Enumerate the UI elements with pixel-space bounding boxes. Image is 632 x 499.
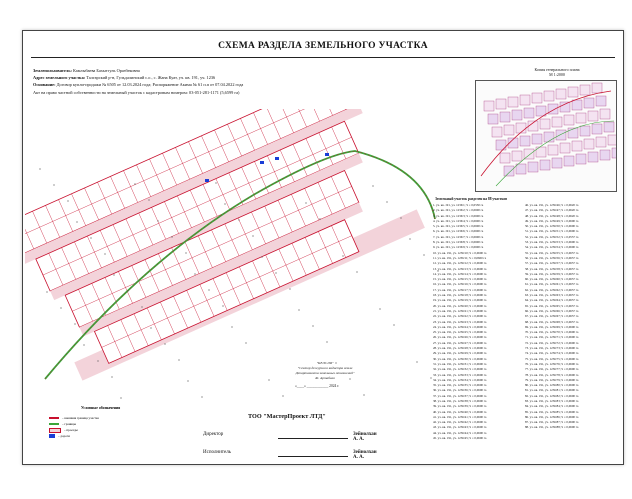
address-row [33, 74, 433, 81]
marker [205, 179, 209, 182]
survey-point [201, 396, 202, 397]
parcel-row: 56. уч. кв. 191, уч. 1236/56; S = 0,0657 га [525, 255, 579, 260]
survey-point [178, 359, 179, 360]
inset-plot [500, 153, 510, 163]
legend-text: – границы [62, 422, 76, 426]
approval-date: «____» ____________ 2024 г. [295, 384, 340, 388]
parcel-row: 88. уч. кв. 191, уч. 1236/88; S = 0,0600 га [525, 425, 579, 430]
inset-plot [592, 124, 602, 134]
parcel-row: 11. уч. кв. 191, уч. 1236/11; S = 0,0600 га [433, 255, 487, 260]
parcel-column-2 [525, 203, 615, 431]
survey-point [275, 272, 276, 273]
parcel-row: 9. уч. кв. 191, уч. 1236/9; S = 0,0600 га [433, 245, 484, 250]
parcel-row: 29. уч. кв. 191, уч. 1236/29; S = 0,0600 га [433, 351, 487, 356]
survey-point [67, 200, 68, 201]
inset-plot [528, 162, 538, 172]
executor-name: Зейнолхан А. А. [353, 450, 377, 460]
survey-point [76, 221, 77, 222]
parcel-row: 75. уч. кв. 191, уч. 1236/75; S = 0,0600 га [525, 356, 579, 361]
parcel-row: 66. уч. кв. 191, уч. 1236/66; S = 0,0657 га [525, 308, 579, 313]
inset-plot [548, 104, 558, 114]
parcel-row: 2. уч. кв. 191, уч. 1236/2; S = 0,0600 га [433, 208, 484, 213]
survey-point [342, 255, 343, 256]
parcel-row: 42. уч. кв. 191, уч. 1236/42; S = 0,0600 га [433, 420, 487, 425]
survey-point [185, 252, 186, 253]
survey-point [386, 201, 387, 202]
parcel-row: 47. уч. кв. 191, уч. 1236/47; S = 0,0620 га [525, 208, 579, 213]
parcel-row: 1. уч. кв. 191, уч. 1236/1; S = 0,0530 га [433, 203, 484, 207]
inset-plot [532, 134, 542, 144]
inset-plot [548, 145, 558, 155]
survey-point [127, 290, 128, 291]
survey-point [74, 323, 75, 324]
marker [275, 157, 279, 160]
inset-plot [520, 136, 530, 146]
survey-point [245, 342, 246, 343]
parcel-row: 13. уч. кв. 191, уч. 1236/13; S = 0,0600 га [433, 266, 487, 271]
inset-plot [552, 117, 562, 127]
owner-name: Камлыбаева Бахытгуль Оразбековна [72, 68, 140, 73]
legend-text: – проезды [64, 428, 78, 432]
parcel-row: 18. уч. кв. 191, уч. 1236/18; S = 0,0600 га [433, 293, 487, 298]
parcel-row: 40. уч. кв. 191, уч. 1236/40; S = 0,0600 га [433, 409, 487, 414]
survey-point [83, 344, 84, 345]
survey-point [194, 273, 195, 274]
survey-point [97, 360, 98, 361]
parcel-row: 72. уч. кв. 191, уч. 1236/72; S = 0,0600 га [525, 340, 579, 345]
parcel-row: 53. уч. кв. 191, уч. 1236/53; S = 0,0600 га [525, 240, 579, 245]
parcel-row: 23. уч. кв. 191, уч. 1236/23; S = 0,0600 га [433, 319, 487, 324]
inset-plot [552, 158, 562, 168]
survey-point [113, 274, 114, 275]
survey-point [356, 271, 357, 272]
survey-point [164, 343, 165, 344]
parcel-row: 49. уч. кв. 191, уч. 1236/49; S = 0,0600 га [525, 218, 579, 223]
act-row [33, 89, 433, 96]
inset-plot [556, 89, 566, 99]
survey-point [104, 253, 105, 254]
parcel-row: 45. уч. кв. 191, уч. 1236/45; S = 0,0600 га [433, 436, 487, 441]
survey-point [268, 379, 269, 380]
parcel-row: 14. уч. кв. 191, уч. 1236/14; S = 0,0600 га [433, 271, 487, 276]
parcel-row: 22. уч. кв. 191, уч. 1236/22; S = 0,0600 га [433, 314, 487, 319]
survey-point [148, 199, 149, 200]
director-signature-row [203, 432, 377, 442]
stamp-line-3: Департамента земельных отношений" [295, 371, 355, 375]
parcel-row: 15. уч. кв. 191, уч. 1236/15; S = 0,0600 га [433, 277, 487, 282]
parcel-row: 67. уч. кв. 191, уч. 1236/67; S = 0,0657 га [525, 314, 579, 319]
table-title: Земельный участок разделен на 88 участков [435, 197, 508, 201]
approval-stamp [295, 361, 355, 381]
inset-plot [524, 108, 534, 118]
address-value: Талгарский р-н, Гульдалинский с.о., с. Жана Куат, уч. кв. 191, уч. 1236 [86, 75, 216, 81]
survey-point [215, 182, 216, 183]
parcel-row: 31. уч. кв. 191, уч. 1236/31; S = 0,0600 га [433, 361, 487, 366]
inset-plot [564, 115, 574, 125]
survey-point [319, 218, 320, 219]
inset-plot [576, 113, 586, 123]
inset-plot [568, 128, 578, 138]
legend-swatch-boundary [49, 417, 59, 419]
executor-signature-row [203, 450, 377, 460]
survey-point [430, 377, 431, 378]
survey-point [39, 168, 40, 169]
inset-plot [612, 148, 617, 158]
inset-plot [544, 91, 554, 101]
inset-scale: М 1:2000 [549, 72, 565, 77]
survey-point [282, 395, 283, 396]
parcel-row: 35. уч. кв. 191, уч. 1236/35; S = 0,0600 га [433, 383, 487, 388]
parcel-row: 57. уч. кв. 191, уч. 1236/57; S = 0,0657 га [525, 261, 579, 266]
parcel-row: 86. уч. кв. 191, уч. 1236/86; S = 0,0600 га [525, 414, 579, 419]
survey-point [298, 309, 299, 310]
basis-value: Договор купли-продажи № 6505 от 12.03.2024 года; Распоряжение Акима № 61 п.п от 07.04.2022 года [56, 82, 244, 88]
inset-plot [560, 143, 570, 153]
survey-point [208, 289, 209, 290]
drawing-sheet [22, 30, 624, 465]
parcel-row: 16. уч. кв. 191, уч. 1236/16; S = 0,0600 га [433, 282, 487, 287]
parcel-row: 43. уч. кв. 191, уч. 1236/43; S = 0,0600 га [433, 425, 487, 430]
survey-point [157, 220, 158, 221]
survey-point [289, 288, 290, 289]
parcel-column-1 [433, 203, 523, 441]
organization-name: ТОО "МастерПроект ЛТД" [248, 413, 326, 420]
parcel-row: 26. уч. кв. 191, уч. 1236/26; S = 0,0600 га [433, 335, 487, 340]
parcel-row: 60. уч. кв. 191, уч. 1236/60; S = 0,0657 га [525, 277, 579, 282]
parcel-row: 69. уч. кв. 191, уч. 1236/69; S = 0,0600 га [525, 324, 579, 329]
basis-row [33, 81, 433, 88]
parcel-row: 6. уч. кв. 191, уч. 1236/6; S = 0,0600 га [433, 229, 484, 234]
inset-plot [580, 126, 590, 136]
marker [325, 153, 329, 156]
inset-plot [580, 85, 590, 95]
inset-plot [504, 125, 514, 135]
executor-label: Исполнитель [203, 450, 231, 455]
parcel-row: 8. уч. кв. 191, уч. 1236/8; S = 0,0600 га [433, 240, 484, 245]
survey-point [60, 307, 61, 308]
parcel-row: 10. уч. кв. 191, уч. 1236/10; S = 0,0600 га [433, 250, 487, 255]
stamp-line-4: Ж. Артабаев [315, 376, 335, 380]
director-name: Зейнолхан А. А. [353, 432, 377, 442]
inset-plot [516, 123, 526, 133]
parcel-row: 62. уч. кв. 191, уч. 1236/62; S = 0,0657 га [525, 287, 579, 292]
owner-label: Землепользователь: [33, 68, 72, 73]
parcel-row: 4. уч. кв. 191, уч. 1236/4; S = 0,0600 га [433, 218, 484, 223]
survey-point [416, 361, 417, 362]
survey-point [393, 324, 394, 325]
parcel-row: 76. уч. кв. 191, уч. 1236/76; S = 0,0600 га [525, 361, 579, 366]
parcel-row: 37. уч. кв. 191, уч. 1236/37; S = 0,0600 га [433, 393, 487, 398]
title-block [203, 413, 433, 473]
legend-swatch-road [49, 434, 55, 438]
parcel-row: 3. уч. кв. 191, уч. 1236/3; S = 0,0600 га [433, 213, 484, 218]
parcel-row: 83. уч. кв. 191, уч. 1236/83; S = 0,0600 га [525, 398, 579, 403]
inset-plot [600, 109, 610, 119]
parcel-row: 81. уч. кв. 191, уч. 1236/81; S = 0,0600 га [525, 388, 579, 393]
parcel-row: 82. уч. кв. 191, уч. 1236/82; S = 0,0600 га [525, 393, 579, 398]
title-bar [31, 35, 615, 58]
inset-plot [484, 101, 494, 111]
survey-point [134, 183, 135, 184]
parcel-row: 46. уч. кв. 191, уч. 1236/46; S = 0,0620 га [525, 203, 579, 207]
parcel-row: 36. уч. кв. 191, уч. 1236/36; S = 0,0600 га [433, 388, 487, 393]
survey-point [261, 256, 262, 257]
inset-plot [596, 96, 606, 106]
inset-plot [536, 106, 546, 116]
parcel-row: 74. уч. кв. 191, уч. 1236/74; S = 0,0600 га [525, 351, 579, 356]
director-label: Директор [203, 432, 224, 437]
parcel-row: 21. уч. кв. 191, уч. 1236/21; S = 0,0600 га [433, 308, 487, 313]
inset-plot [596, 137, 606, 147]
survey-point [90, 237, 91, 238]
parcel-row: 77. уч. кв. 191, уч. 1236/77; S = 0,0600 га [525, 367, 579, 372]
parcel-row: 84. уч. кв. 191, уч. 1236/84; S = 0,0600 га [525, 404, 579, 409]
survey-point [238, 219, 239, 220]
survey-point [312, 325, 313, 326]
parcel-row: 51. уч. кв. 191, уч. 1236/51; S = 0,0600 га [525, 229, 579, 234]
general-plan-inset [475, 80, 617, 192]
parcel-row: 71. уч. кв. 191, уч. 1236/71; S = 0,0600 га [525, 335, 579, 340]
survey-point [400, 217, 401, 218]
survey-point [150, 327, 151, 328]
parcel-row: 70. уч. кв. 191, уч. 1236/70; S = 0,0600 га [525, 330, 579, 335]
inset-plot [600, 150, 610, 160]
parcel-row: 19. уч. кв. 191, уч. 1236/19; S = 0,0600 га [433, 298, 487, 303]
executor-signature-line [278, 456, 348, 457]
inset-plot [568, 87, 578, 97]
survey-point [305, 202, 306, 203]
inset-plot [608, 135, 617, 145]
parcel-row: 78. уч. кв. 191, уч. 1236/78; S = 0,0600 га [525, 372, 579, 377]
act-value: Акт на право частной собственности на земельный участок с кадастровым номером: 03-051-281-1171 (5,6599 га) [33, 89, 240, 95]
survey-point [231, 326, 232, 327]
inset-plot [520, 95, 530, 105]
parcel-row: 61. уч. кв. 191, уч. 1236/61; S = 0,0657 га [525, 282, 579, 287]
survey-point [171, 236, 172, 237]
survey-point [141, 306, 142, 307]
inset-plot [540, 160, 550, 170]
parcel-row: 48. уч. кв. 191, уч. 1236/48; S = 0,0620 га [525, 213, 579, 218]
survey-point [187, 380, 188, 381]
survey-point [409, 238, 410, 239]
inset-plot [604, 122, 614, 132]
inset-plot [532, 93, 542, 103]
inset-plot [496, 99, 506, 109]
parcel-row: 87. уч. кв. 191, уч. 1236/87; S = 0,0600 га [525, 420, 579, 425]
owner-row [33, 67, 433, 74]
survey-point [379, 308, 380, 309]
inset-plot [592, 83, 602, 93]
parcel-row: 52. уч. кв. 191, уч. 1236/52; S = 0,0557 га [525, 234, 579, 239]
inset-plot [488, 114, 498, 124]
drawing-title: СХЕМА РАЗДЕЛА ЗЕМЕЛЬНОГО УЧАСТКА [218, 41, 428, 51]
parcel-row: 27. уч. кв. 191, уч. 1236/27; S = 0,0600 га [433, 340, 487, 345]
inset-plot [544, 132, 554, 142]
inset-plot [512, 110, 522, 120]
parcel-row: 30. уч. кв. 191, уч. 1236/30; S = 0,0600 га [433, 356, 487, 361]
survey-point [363, 394, 364, 395]
legend [49, 415, 99, 439]
inset-plot [508, 97, 518, 107]
inset-plot [500, 112, 510, 122]
inset-plot [560, 102, 570, 112]
survey-point [222, 305, 223, 306]
parcel-row: 68. уч. кв. 191, уч. 1236/68; S = 0,0657 га [525, 319, 579, 324]
inset-caption: Копия генерального плана [534, 67, 580, 72]
parcel-row: 17. уч. кв. 191, уч. 1236/17; S = 0,0600 га [433, 287, 487, 292]
survey-point [46, 291, 47, 292]
legend-swatch-lines [49, 423, 59, 425]
inset-plot [588, 152, 598, 162]
survey-point [120, 397, 121, 398]
inset-plot [564, 156, 574, 166]
parcel-row: 34. уч. кв. 191, уч. 1236/34; S = 0,0600 га [433, 377, 487, 382]
parcel-row: 44. уч. кв. 191, уч. 1236/44; S = 0,0600 га [433, 430, 487, 435]
parcel-row: 38. уч. кв. 191, уч. 1236/38; S = 0,0600 га [433, 398, 487, 403]
survey-point [224, 203, 225, 204]
inset-plot [576, 154, 586, 164]
inset-plot [540, 119, 550, 129]
stamp-line-1: "КЕЛСЛЯ" [316, 361, 334, 365]
inset-plot [584, 139, 594, 149]
inset-plot [512, 151, 522, 161]
inset-plot [572, 141, 582, 151]
parcel-row: 41. уч. кв. 191, уч. 1236/41; S = 0,0600 га [433, 414, 487, 419]
survey-point [53, 184, 54, 185]
legend-text: – дороги [58, 434, 70, 438]
inset-plot [556, 130, 566, 140]
parcel-map [25, 109, 445, 409]
parcel-row: 7. уч. кв. 191, уч. 1236/7; S = 0,0600 га [433, 234, 484, 239]
parcel-row: 54. уч. кв. 191, уч. 1236/54; S = 0,0600 га [525, 245, 579, 250]
parcel-row: 63. уч. кв. 191, уч. 1236/63; S = 0,0657 га [525, 293, 579, 298]
marker [260, 161, 264, 164]
survey-point [252, 235, 253, 236]
header-block [33, 67, 433, 96]
survey-point [111, 376, 112, 377]
legend-text: – внешняя граница участка [62, 416, 99, 420]
parcel-row: 20. уч. кв. 191, уч. 1236/20; S = 0,0600 га [433, 303, 487, 308]
parcel-row: 73. уч. кв. 191, уч. 1236/73; S = 0,0600 га [525, 346, 579, 351]
legend-swatch-passage [49, 428, 61, 433]
inset-plot [504, 166, 514, 176]
inset-plot [588, 111, 598, 121]
inset-plot [584, 98, 594, 108]
parcel-row: 39. уч. кв. 191, уч. 1236/39; S = 0,0600 га [433, 404, 487, 409]
inset-plot [572, 100, 582, 110]
director-signature-line [278, 438, 348, 439]
legend-title: Условные обозначения [81, 406, 121, 410]
parcel-row: 55. уч. кв. 191, уч. 1236/55; S = 0,0657 га [525, 250, 579, 255]
parcel-table [433, 203, 618, 478]
legend-item [49, 433, 99, 439]
address-label: Адрес земельного участка: [33, 75, 86, 81]
parcel-row: 64. уч. кв. 191, уч. 1236/64; S = 0,0657 га [525, 298, 579, 303]
parcel-row: 24. уч. кв. 191, уч. 1236/24; S = 0,0600 га [433, 324, 487, 329]
parcel-row: 32. уч. кв. 191, уч. 1236/32; S = 0,0600 га [433, 367, 487, 372]
stamp-line-2: "Сектор дежурного кадастра земли [297, 366, 353, 370]
parcel-row: 5. уч. кв. 191, уч. 1236/5; S = 0,0600 га [433, 224, 484, 229]
inset-plot [492, 127, 502, 137]
survey-point [326, 341, 327, 342]
inset-plot [496, 140, 506, 150]
parcel-row: 79. уч. кв. 191, уч. 1236/79; S = 0,0600 га [525, 377, 579, 382]
basis-label: Основание: [33, 82, 56, 88]
parcel-row: 33. уч. кв. 191, уч. 1236/33; S = 0,0600 га [433, 372, 487, 377]
parcel-row: 85. уч. кв. 191, уч. 1236/85; S = 0,0600 га [525, 409, 579, 414]
parcel-row: 28. уч. кв. 191, уч. 1236/28; S = 0,0600 га [433, 346, 487, 351]
parcel-row: 58. уч. кв. 191, уч. 1236/58; S = 0,0657 га [525, 266, 579, 271]
survey-point [372, 185, 373, 186]
inset-plot [516, 164, 526, 174]
parcel-row: 80. уч. кв. 191, уч. 1236/80; S = 0,0600 га [525, 383, 579, 388]
parcel-row: 65. уч. кв. 191, уч. 1236/65; S = 0,0657 га [525, 303, 579, 308]
parcel-row: 25. уч. кв. 191, уч. 1236/25; S = 0,0600 га [433, 330, 487, 335]
inset-title [517, 67, 597, 77]
survey-point [423, 254, 424, 255]
parcel-row: 50. уч. кв. 191, уч. 1236/50; S = 0,0600 га [525, 224, 579, 229]
parcel-row: 12. уч. кв. 191, уч. 1236/12; S = 0,0600 га [433, 261, 487, 266]
parcel-row: 59. уч. кв. 191, уч. 1236/59; S = 0,0657 га [525, 271, 579, 276]
